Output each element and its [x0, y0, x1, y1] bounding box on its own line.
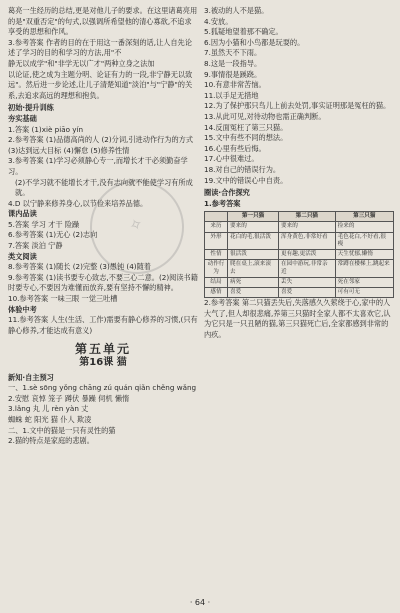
- answer-line: 6.参考答案 (1)无心 (2)志向: [8, 230, 98, 240]
- table-header-cell: 第二只猫: [279, 212, 336, 222]
- cat-comparison-table: [204, 211, 394, 298]
- table-cell: 浑身黄色,非常好看: [279, 232, 336, 249]
- table-cell: 丢失: [279, 277, 336, 287]
- answer-line: 静无以成学"和"非学无以广才"两种立身之法加: [8, 58, 155, 68]
- answer-line: 2.参考答案 (1)品德高尚的人 (2)分词,引进动作行为的方式 (3)达到远大目标 (4)懈怠 (5)修养性情: [8, 135, 194, 155]
- table-row: [205, 232, 394, 249]
- answer-line: 2.安慰 哀悼 笼子 蹲伏 暴躁 伺机 懒惰: [8, 393, 130, 403]
- right-column: [204, 6, 394, 340]
- table-header-cell: 第一只猫: [228, 212, 279, 222]
- section-heading: 初始·提升训练: [8, 103, 54, 113]
- answer-line: 15.文中有些不同的想法。: [204, 133, 288, 143]
- lesson-title: 第16课 猫: [79, 357, 127, 368]
- table-row-header: 来历: [205, 222, 228, 232]
- answer-line: 12.为了保护那只鸟儿上前去处罚,事实证明那是冤枉的猫。: [204, 101, 391, 111]
- answer-line: 16.心里有些后悔。: [204, 143, 266, 153]
- table-cell: 常蹲在楼梯上,跳起来: [335, 260, 393, 277]
- section-heading: 类文阅读: [8, 251, 37, 261]
- table-row: [205, 222, 394, 232]
- answer-line: 一、1.sè sōng yǒng chāng zú quán qiǎn chěng wǎng: [8, 383, 197, 393]
- answer-line: 2.猫的特点是家庭的悲剧。: [8, 436, 94, 446]
- watermark-stamp: ✧: [75, 165, 200, 290]
- table-header-cell: 第三只猫: [335, 212, 393, 222]
- answer-line: 3.参考答案 (1)学习必须静心专一,而增长才干必须勤奋学习。: [8, 156, 188, 176]
- table-row-header: 外形: [205, 232, 228, 249]
- answer-line: 14.反面冤枉了第三只猫。: [204, 122, 288, 132]
- answer-line: 7.答案 淡泊 宁静: [8, 241, 63, 251]
- table-cell: 很活泼: [228, 250, 279, 260]
- table-cell: 病死: [228, 277, 279, 287]
- answer-line: 11.以手足无措地: [204, 90, 259, 100]
- answer-line: 10.参考答案 一味三眼 一觉三吐槽: [8, 294, 118, 304]
- section-heading: 体验中考: [8, 304, 37, 314]
- table-cell: 要来的: [228, 222, 279, 232]
- table-row-header: 动作行为: [205, 260, 228, 277]
- table-cell: 喜爱: [228, 287, 279, 297]
- answer-line: 蜘蛛 蛇 阳光 猫 仆人 欺凌: [8, 414, 92, 424]
- answer-line: 6.因为小猫和小鸟都是玩耍的。: [204, 37, 305, 47]
- table-cell: 更有趣,更活泼: [279, 250, 336, 260]
- answer-line: 17.心中很难过。: [204, 154, 259, 164]
- answer-line: 3.被动的人不是猫。: [204, 6, 269, 15]
- answer-line: 11.参考答案 人生(生活、工作)需要有静心修养的习惯,(只有静心修养,才能达成有意义): [8, 315, 198, 335]
- table-cell: 毛色花白,不好看,很瘦: [335, 232, 393, 249]
- left-column: [8, 6, 198, 447]
- section-heading: 1.参考答案: [204, 198, 241, 208]
- answer-line: 8.参考答案 (1)随长 (2)完整 (3)愚钝 (4)随着: [8, 262, 151, 272]
- table-row-header: 结局: [205, 277, 228, 287]
- table-row-header: 感情: [205, 287, 228, 297]
- table-cell: 爬在桌上,滚来滚去: [228, 260, 279, 277]
- answer-line: 二、1.文中的猫是一只有灵性的猫: [8, 425, 116, 435]
- answer-line: 2.参考答案 第二只猫丢失后,失落感久久萦绕于心,家中的人大气了,但人却很悲痛,养第三只猫时全家人都不太喜欢它,认为它只是一只丑陋的猫,第三只猫死亡后,全家都感到非常的内疚。: [204, 298, 391, 339]
- table-cell: 花白的毛,很活泼: [228, 232, 279, 249]
- table-cell: 死在邻家: [335, 277, 393, 287]
- answer-line: 9.事情很是蹊跷。: [204, 69, 262, 79]
- table-cell: 要来的: [279, 222, 336, 232]
- answer-line: 19.文中的错误心中自责。: [204, 175, 288, 185]
- table-row: [205, 250, 394, 260]
- answer-line: 10.有意非常苦恼。: [204, 80, 266, 90]
- table-cell: 可有可无: [335, 287, 393, 297]
- answer-line: (2)不学习就不能增长才干,没有志向就不能使学习有所成就。: [15, 177, 193, 198]
- answer-line: 7.虽然天不下雨。: [204, 48, 262, 58]
- table-header-cell: [205, 212, 228, 222]
- answer-line: 4.安放。: [204, 16, 233, 26]
- answer-line: 18.对自己的错误行为。: [204, 164, 281, 174]
- table-row: [205, 260, 394, 277]
- table-header-row: [205, 212, 394, 222]
- answer-line: 葛亮一生经历的总结,更是对他儿子的要求。在这里诸葛亮用的是"双重否定"的句式,以强调所希望他的清心寡欲,不追求享受的思想和作风。: [8, 6, 198, 37]
- answer-line: 3.lǎng 丸 儿 rèn yàn 丈: [8, 404, 89, 414]
- table-cell: 在园中游玩,非常亲近: [279, 260, 336, 277]
- answer-line: 8.这是一段指导。: [204, 58, 262, 68]
- table-cell: 天生忧郁,懒惰: [335, 250, 393, 260]
- answer-line: 3.参考答案 作者的目的在于用这一番深刻的话,让人自先论述了学习的目的和学习的方法,用"不: [8, 37, 192, 58]
- unit-title: 第五单元: [74, 342, 131, 357]
- section-heading: 夯实基础: [8, 113, 37, 123]
- table-cell: 喜爱: [279, 287, 336, 297]
- answer-line: 5.答案 学习 才干 险躁: [8, 219, 80, 229]
- answer-line: 以论证,使之成为主题分明、论证有力的一段,非宁静无以致远"。然后进一步论述,让儿子清楚知道"淡泊"与"宁静"的关系,去追求高远的理想和抱负。: [8, 69, 193, 100]
- answer-line: 4.D 以宁静来修养身心,以节俭来培养品德。: [8, 198, 148, 208]
- answer-line: 5.狐疑地望着那不确定。: [204, 27, 283, 37]
- answer-line: 13.从此可见,对待动物也需正确判断。: [204, 111, 326, 121]
- answer-line: 1.答案 (1)xiè piāo yín: [8, 124, 84, 134]
- section-heading: 新知·自主预习: [8, 372, 54, 382]
- page-number: · 64 ·: [189, 598, 211, 607]
- table-row: [205, 287, 394, 297]
- section-heading: 圈读·合作探究: [204, 188, 250, 198]
- table-row: [205, 277, 394, 287]
- section-heading: 课内品读: [8, 209, 37, 219]
- table-cell: 捡来的: [335, 222, 393, 232]
- table-row-header: 性情: [205, 250, 228, 260]
- answer-line: 9.参考答案 (1)读书要专心致志,不要三心二意。(2)阅读书籍时要专心,不要因为难懂而放弃,要有坚持不懈的精神。: [8, 272, 198, 293]
